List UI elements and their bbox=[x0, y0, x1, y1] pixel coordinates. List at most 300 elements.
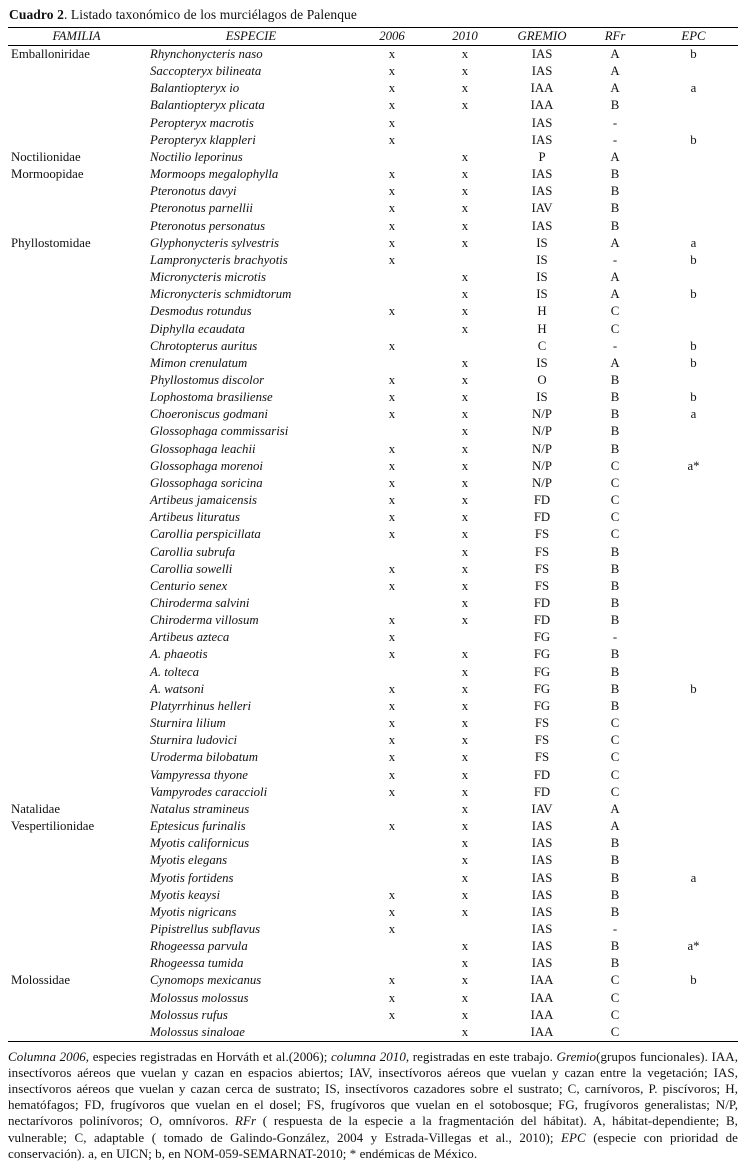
especie-cell: Centurio senex bbox=[150, 578, 228, 593]
year-2010-cell: x bbox=[461, 184, 469, 199]
year-2010-cell: x bbox=[461, 493, 469, 508]
table-row bbox=[8, 715, 738, 732]
familia-cell bbox=[8, 338, 145, 355]
especie-cell: Pteronotus personatus bbox=[150, 218, 266, 233]
table-row bbox=[8, 321, 738, 338]
year-2010-cell: x bbox=[461, 870, 469, 885]
year-2006-cell bbox=[357, 938, 427, 955]
gremio-cell: IAA bbox=[530, 98, 554, 113]
year-2010-cell bbox=[427, 338, 503, 355]
rfr-cell: B bbox=[610, 201, 620, 216]
rfr-cell: C bbox=[610, 458, 620, 473]
year-2006-cell: x bbox=[388, 990, 396, 1005]
familia-cell bbox=[8, 561, 145, 578]
table-row bbox=[8, 423, 738, 440]
especie-cell: Micronycteris microtis bbox=[150, 270, 266, 285]
familia-cell: Emballoniridae bbox=[11, 47, 90, 61]
especie-cell: A. phaeotis bbox=[150, 647, 208, 662]
table-row bbox=[8, 355, 738, 372]
column-header-epc: EPC bbox=[649, 28, 738, 46]
year-2006-cell: x bbox=[388, 613, 396, 628]
year-2010-cell: x bbox=[461, 973, 469, 988]
year-2010-cell bbox=[427, 629, 503, 646]
year-2010-cell: x bbox=[461, 596, 469, 610]
epc-cell bbox=[649, 492, 738, 509]
epc-cell bbox=[649, 990, 738, 1007]
gremio-cell: IAS bbox=[531, 64, 553, 79]
especie-cell: Natalus stramineus bbox=[150, 801, 250, 816]
especie-cell: Vampyressa thyone bbox=[150, 767, 248, 782]
epc-cell bbox=[649, 921, 738, 938]
gremio-cell: FS bbox=[534, 561, 550, 576]
year-2010-cell: x bbox=[461, 407, 469, 422]
rfr-cell: - bbox=[612, 132, 618, 147]
epc-cell bbox=[649, 715, 738, 732]
year-2010-cell: x bbox=[461, 819, 469, 834]
year-2006-cell bbox=[357, 286, 427, 303]
familia-cell: Noctilionidae bbox=[11, 149, 81, 164]
rfr-cell: B bbox=[610, 98, 620, 113]
table-row bbox=[8, 972, 738, 989]
gremio-cell: N/P bbox=[532, 407, 552, 422]
year-2006-cell bbox=[357, 595, 427, 612]
rfr-cell: B bbox=[610, 956, 620, 971]
epc-cell: a bbox=[690, 235, 697, 250]
especie-cell: Molossus molossus bbox=[150, 990, 249, 1005]
year-2010-cell: x bbox=[461, 304, 469, 319]
year-2010-cell: x bbox=[461, 544, 469, 559]
gremio-cell: IAS bbox=[531, 132, 553, 147]
table-row bbox=[8, 887, 738, 904]
table-row bbox=[8, 492, 738, 509]
epc-cell bbox=[649, 784, 738, 801]
especie-cell: Chiroderma villosum bbox=[150, 613, 259, 628]
year-2010-cell: x bbox=[461, 235, 469, 250]
epc-cell: b bbox=[690, 132, 697, 147]
especie-cell: Choeroniscus godmani bbox=[150, 407, 268, 422]
rfr-cell: C bbox=[610, 1007, 620, 1022]
table-row bbox=[8, 406, 738, 423]
familia-cell: Phyllostomidae bbox=[11, 235, 91, 250]
especie-cell: A. watsoni bbox=[150, 681, 205, 696]
table-row bbox=[8, 835, 738, 852]
table-row bbox=[8, 698, 738, 715]
year-2006-cell bbox=[357, 801, 427, 818]
gremio-cell: IS bbox=[536, 390, 548, 405]
year-2006-cell: x bbox=[388, 475, 396, 490]
year-2010-cell: x bbox=[461, 47, 469, 61]
rfr-cell: - bbox=[612, 252, 618, 267]
column-header-gremio: GREMIO bbox=[503, 28, 581, 46]
gremio-cell: N/P bbox=[532, 441, 552, 456]
gremio-cell: IAS bbox=[531, 887, 553, 902]
year-2010-cell bbox=[427, 115, 503, 132]
epc-cell bbox=[649, 561, 738, 578]
especie-cell: Eptesicus furinalis bbox=[150, 819, 246, 834]
rfr-cell: C bbox=[610, 321, 620, 336]
familia-cell bbox=[8, 355, 145, 372]
year-2006-cell: x bbox=[388, 784, 396, 799]
year-2006-cell bbox=[357, 423, 427, 440]
table-row bbox=[8, 338, 738, 355]
year-2006-cell: x bbox=[388, 630, 396, 645]
especie-cell: Carollia perspicillata bbox=[150, 527, 261, 542]
rfr-cell: A bbox=[610, 81, 620, 96]
rfr-cell: A bbox=[610, 355, 620, 370]
year-2006-cell: x bbox=[388, 64, 396, 79]
year-2006-cell: x bbox=[388, 1007, 396, 1022]
familia-cell bbox=[8, 372, 145, 389]
year-2010-cell: x bbox=[461, 458, 469, 473]
familia-cell: Molossidae bbox=[11, 973, 71, 988]
familia-cell: Vespertilionidae bbox=[11, 819, 95, 834]
rfr-cell: - bbox=[612, 115, 618, 130]
year-2010-cell: x bbox=[461, 750, 469, 765]
year-2010-cell bbox=[427, 132, 503, 149]
rfr-cell: B bbox=[610, 647, 620, 662]
especie-cell: Desmodus rotundus bbox=[150, 304, 252, 319]
familia-cell bbox=[8, 406, 145, 423]
especie-cell: Mimon crenulatum bbox=[150, 355, 248, 370]
epc-cell bbox=[649, 612, 738, 629]
year-2006-cell: x bbox=[388, 819, 396, 834]
especie-cell: A. tolteca bbox=[150, 664, 200, 679]
year-2010-cell: x bbox=[461, 784, 469, 799]
familia-cell bbox=[8, 698, 145, 715]
gremio-cell: H bbox=[537, 304, 547, 319]
familia-cell bbox=[8, 990, 145, 1007]
table-caption-number: Cuadro 2 bbox=[9, 7, 64, 22]
epc-cell bbox=[649, 664, 738, 681]
especie-cell: Rhogeessa parvula bbox=[150, 939, 248, 954]
table-row bbox=[8, 303, 738, 320]
gremio-cell: IAA bbox=[530, 1024, 554, 1039]
epc-cell bbox=[649, 200, 738, 217]
year-2010-cell: x bbox=[461, 767, 469, 782]
gremio-cell: IAS bbox=[531, 47, 553, 61]
epc-cell bbox=[649, 818, 738, 835]
especie-cell: Saccopteryx bilineata bbox=[150, 64, 262, 79]
especie-cell: Pteronotus parnellii bbox=[150, 201, 253, 216]
year-2006-cell: x bbox=[388, 132, 396, 147]
gremio-cell: FD bbox=[533, 613, 551, 628]
table-row bbox=[8, 578, 738, 595]
rfr-cell: A bbox=[610, 64, 620, 79]
especie-cell: Peropteryx klappleri bbox=[150, 132, 256, 147]
year-2006-cell: x bbox=[388, 390, 396, 405]
year-2010-cell: x bbox=[461, 218, 469, 233]
table-row bbox=[8, 595, 738, 612]
footnote-term: columna 2010, bbox=[330, 1049, 410, 1065]
rfr-cell: B bbox=[610, 870, 620, 885]
year-2010-cell: x bbox=[461, 98, 469, 113]
familia-cell bbox=[8, 458, 145, 475]
gremio-cell: FD bbox=[533, 493, 551, 508]
especie-cell: Myotis californicus bbox=[150, 836, 250, 851]
rfr-cell: A bbox=[610, 287, 620, 302]
epc-cell bbox=[649, 149, 738, 166]
familia-cell bbox=[8, 749, 145, 766]
year-2006-cell: x bbox=[388, 304, 396, 319]
rfr-cell: C bbox=[610, 767, 620, 782]
table-row bbox=[8, 646, 738, 663]
year-2006-cell: x bbox=[388, 716, 396, 731]
especie-cell: Artibeus jamaicensis bbox=[150, 493, 257, 508]
year-2006-cell bbox=[357, 664, 427, 681]
year-2010-cell: x bbox=[461, 321, 469, 336]
rfr-cell: B bbox=[610, 836, 620, 851]
epc-cell bbox=[649, 441, 738, 458]
footnote bbox=[8, 1049, 738, 1162]
year-2006-cell: x bbox=[388, 184, 396, 199]
year-2006-cell bbox=[357, 852, 427, 869]
table-header-row bbox=[8, 28, 738, 46]
especie-cell: Rhynchonycteris naso bbox=[150, 47, 263, 61]
epc-cell: a bbox=[690, 81, 697, 96]
rfr-cell: B bbox=[610, 664, 620, 679]
rfr-cell: C bbox=[610, 750, 620, 765]
gremio-cell: IAV bbox=[531, 201, 553, 216]
year-2006-cell: x bbox=[388, 493, 396, 508]
epc-cell bbox=[649, 578, 738, 595]
epc-cell bbox=[649, 303, 738, 320]
familia-cell: Mormoopidae bbox=[11, 167, 84, 182]
rfr-cell: C bbox=[610, 990, 620, 1005]
epc-cell bbox=[649, 767, 738, 784]
especie-cell: Lampronycteris brachyotis bbox=[150, 252, 288, 267]
table-row bbox=[8, 629, 738, 646]
footnote-text: registradas en este trabajo. bbox=[409, 1049, 557, 1065]
gremio-cell: IAA bbox=[530, 1007, 554, 1022]
especie-cell: Carollia sowelli bbox=[150, 561, 233, 576]
rfr-cell: B bbox=[610, 578, 620, 593]
year-2006-cell: x bbox=[388, 218, 396, 233]
rfr-cell: B bbox=[610, 681, 620, 696]
table-caption-text: . Listado taxonómico de los murciélagos de Palenque bbox=[63, 7, 357, 22]
epc-cell bbox=[649, 218, 738, 235]
footnote-term: Gremio bbox=[556, 1049, 597, 1065]
table-row bbox=[8, 526, 738, 543]
epc-cell bbox=[649, 887, 738, 904]
especie-cell: Diphylla ecaudata bbox=[150, 321, 245, 336]
table-row bbox=[8, 938, 738, 955]
especie-cell: Uroderma bilobatum bbox=[150, 750, 258, 765]
epc-cell bbox=[649, 544, 738, 561]
familia-cell bbox=[8, 1024, 145, 1042]
gremio-cell: FG bbox=[533, 647, 551, 662]
epc-cell: b bbox=[690, 252, 697, 267]
rfr-cell: B bbox=[610, 596, 620, 610]
rfr-cell: B bbox=[610, 372, 620, 387]
year-2006-cell: x bbox=[388, 98, 396, 113]
year-2006-cell bbox=[357, 269, 427, 286]
year-2006-cell: x bbox=[388, 887, 396, 902]
year-2010-cell: x bbox=[461, 733, 469, 748]
year-2010-cell: x bbox=[461, 167, 469, 182]
especie-cell: Myotis keaysi bbox=[150, 887, 221, 902]
especie-cell: Chrotopterus auritus bbox=[150, 338, 258, 353]
gremio-cell: FG bbox=[533, 698, 551, 713]
year-2006-cell bbox=[357, 355, 427, 372]
year-2006-cell: x bbox=[388, 767, 396, 782]
table-row bbox=[8, 166, 738, 183]
table-row bbox=[8, 767, 738, 784]
familia-cell bbox=[8, 303, 145, 320]
especie-cell: Sturnira lilium bbox=[150, 716, 226, 731]
table-row bbox=[8, 784, 738, 801]
year-2006-cell bbox=[357, 955, 427, 972]
year-2010-cell: x bbox=[461, 149, 469, 164]
gremio-cell: FD bbox=[533, 767, 551, 782]
especie-cell: Molossus sinaloae bbox=[150, 1024, 245, 1039]
year-2010-cell: x bbox=[461, 801, 469, 816]
table-row bbox=[8, 921, 738, 938]
especie-cell: Pipistrellus subflavus bbox=[150, 921, 261, 936]
table-row bbox=[8, 46, 738, 64]
especie-cell: Vampyrodes caraccioli bbox=[150, 784, 268, 799]
especie-cell: Pteronotus davyi bbox=[150, 184, 237, 199]
table-row bbox=[8, 990, 738, 1007]
year-2010-cell: x bbox=[461, 561, 469, 576]
year-2010-cell: x bbox=[461, 836, 469, 851]
rfr-cell: C bbox=[610, 527, 620, 542]
year-2010-cell: x bbox=[461, 716, 469, 731]
rfr-cell: A bbox=[610, 47, 620, 61]
familia-cell bbox=[8, 767, 145, 784]
familia-cell bbox=[8, 938, 145, 955]
year-2010-cell bbox=[427, 252, 503, 269]
epc-cell bbox=[649, 646, 738, 663]
table-row bbox=[8, 200, 738, 217]
especie-cell: Chiroderma salvini bbox=[150, 596, 250, 610]
gremio-cell: IS bbox=[536, 252, 548, 267]
especie-cell: Cynomops mexicanus bbox=[150, 973, 262, 988]
year-2006-cell: x bbox=[388, 115, 396, 130]
rfr-cell: A bbox=[610, 149, 620, 164]
year-2010-cell: x bbox=[461, 698, 469, 713]
year-2010-cell: x bbox=[461, 355, 469, 370]
gremio-cell: FS bbox=[534, 527, 550, 542]
year-2010-cell: x bbox=[461, 664, 469, 679]
epc-cell: b bbox=[690, 47, 697, 61]
table-row bbox=[8, 1024, 738, 1042]
gremio-cell: IS bbox=[536, 355, 548, 370]
familia-cell bbox=[8, 509, 145, 526]
table-row bbox=[8, 664, 738, 681]
gremio-cell: N/P bbox=[532, 458, 552, 473]
epc-cell bbox=[649, 183, 738, 200]
year-2010-cell: x bbox=[461, 613, 469, 628]
rfr-cell: - bbox=[612, 921, 618, 936]
table-row bbox=[8, 458, 738, 475]
rfr-cell: C bbox=[610, 973, 620, 988]
epc-cell bbox=[649, 801, 738, 818]
epc-cell: b bbox=[690, 355, 697, 370]
gremio-cell: IAS bbox=[531, 904, 553, 919]
familia-cell bbox=[8, 63, 145, 80]
familia-cell bbox=[8, 389, 145, 406]
familia-cell bbox=[8, 115, 145, 132]
especie-cell: Artibeus lituratus bbox=[150, 510, 240, 525]
rfr-cell: - bbox=[612, 630, 618, 645]
year-2010-cell: x bbox=[461, 1024, 469, 1039]
rfr-cell: A bbox=[610, 270, 620, 285]
especie-cell: Glossophaga morenoi bbox=[150, 458, 263, 473]
familia-cell bbox=[8, 1007, 145, 1024]
footnote-text: (especie con prioridad de conservación). a, en UICN; b, en NOM-059-SEMARNAT-2010; * endémicas de México. bbox=[8, 1129, 738, 1161]
familia-cell bbox=[8, 887, 145, 904]
gremio-cell: IAV bbox=[531, 801, 553, 816]
rfr-cell: B bbox=[610, 698, 620, 713]
table-row bbox=[8, 544, 738, 561]
especie-cell: Molossus rufus bbox=[150, 1007, 228, 1022]
familia-cell bbox=[8, 475, 145, 492]
year-2010-cell: x bbox=[461, 270, 469, 285]
rfr-cell: C bbox=[610, 733, 620, 748]
epc-cell bbox=[649, 372, 738, 389]
year-2010-cell: x bbox=[461, 527, 469, 542]
year-2006-cell: x bbox=[388, 750, 396, 765]
year-2006-cell: x bbox=[388, 921, 396, 936]
table-row bbox=[8, 749, 738, 766]
gremio-cell: P bbox=[538, 149, 546, 164]
especie-cell: Myotis elegans bbox=[150, 853, 228, 868]
year-2010-cell: x bbox=[461, 578, 469, 593]
familia-cell bbox=[8, 595, 145, 612]
epc-cell: b bbox=[690, 338, 697, 353]
rfr-cell: B bbox=[610, 390, 620, 405]
rfr-cell: B bbox=[610, 167, 620, 182]
familia-cell bbox=[8, 269, 145, 286]
epc-cell: b bbox=[690, 287, 697, 302]
year-2006-cell: x bbox=[388, 647, 396, 662]
year-2010-cell: x bbox=[461, 647, 469, 662]
rfr-cell: B bbox=[610, 407, 620, 422]
especie-cell: Phyllostomus discolor bbox=[150, 372, 265, 387]
gremio-cell: H bbox=[537, 321, 547, 336]
column-header-rfr: RFr bbox=[581, 28, 649, 46]
familia-cell bbox=[8, 612, 145, 629]
table-row bbox=[8, 612, 738, 629]
year-2010-cell: x bbox=[461, 81, 469, 96]
especie-cell: Artibeus azteca bbox=[150, 630, 230, 645]
gremio-cell: FS bbox=[534, 578, 550, 593]
familia-cell bbox=[8, 183, 145, 200]
gremio-cell: IAS bbox=[531, 921, 553, 936]
table-row bbox=[8, 732, 738, 749]
year-2006-cell: x bbox=[388, 698, 396, 713]
familia-cell bbox=[8, 681, 145, 698]
year-2010-cell: x bbox=[461, 939, 469, 954]
especie-cell: Glossophaga soricina bbox=[150, 475, 263, 490]
epc-cell bbox=[649, 698, 738, 715]
year-2010-cell: x bbox=[461, 904, 469, 919]
rfr-cell: A bbox=[610, 801, 620, 816]
epc-cell bbox=[649, 732, 738, 749]
year-2006-cell bbox=[357, 149, 427, 166]
rfr-cell: C bbox=[610, 1024, 620, 1039]
table-row bbox=[8, 389, 738, 406]
epc-cell bbox=[649, 166, 738, 183]
table-row bbox=[8, 115, 738, 132]
table-row bbox=[8, 80, 738, 97]
epc-cell: a* bbox=[687, 458, 700, 473]
table-row bbox=[8, 475, 738, 492]
familia-cell bbox=[8, 252, 145, 269]
table-caption bbox=[9, 7, 738, 23]
year-2010-cell: x bbox=[461, 441, 469, 456]
familia-cell bbox=[8, 544, 145, 561]
